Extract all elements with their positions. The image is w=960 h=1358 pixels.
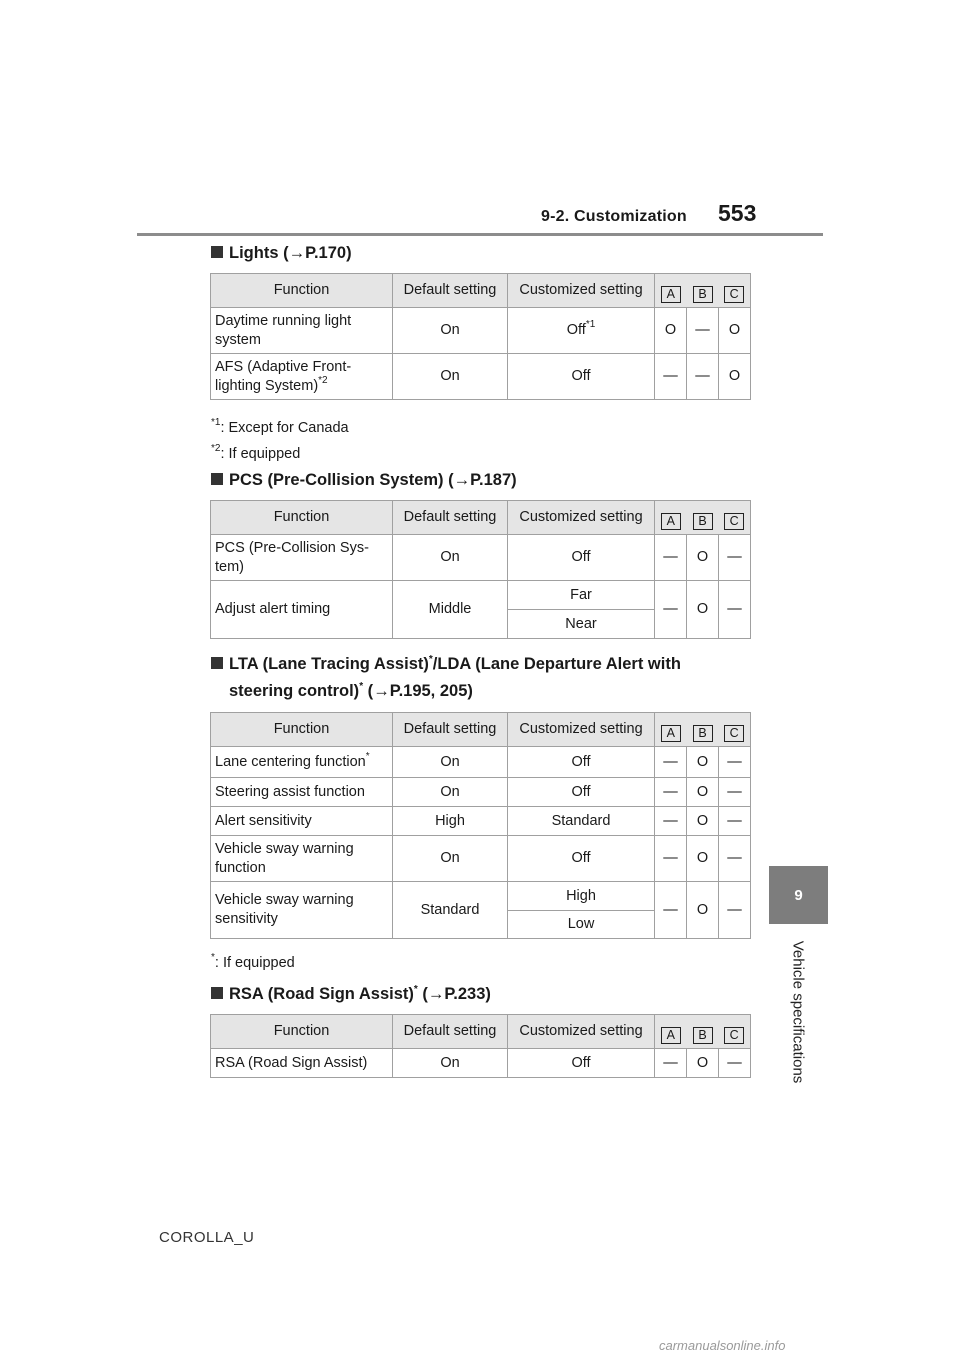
lights-title: Lights (→P.170) — [211, 240, 352, 267]
col-a-label: A — [661, 725, 681, 742]
lta-title: LTA (Lane Tracing Assist)*/LDA (Lane Departure Alert with steering control)* (→P.195, 205) — [211, 651, 681, 705]
arrow-icon: → — [427, 985, 445, 1003]
col-a-label: A — [661, 513, 681, 530]
pcs-table — [210, 500, 751, 639]
col-c-cell: — — [719, 807, 751, 836]
custom-cell: Off — [508, 535, 655, 581]
default-cell: Standard — [393, 882, 508, 939]
footnote: *: If equipped — [211, 952, 295, 971]
col-a-cell: O — [655, 308, 687, 354]
rsa-table — [210, 1014, 751, 1078]
bullet-square-icon — [211, 987, 223, 999]
custom-cell: Off$^{*1}$ — [508, 308, 655, 354]
table-row — [211, 836, 751, 882]
custom-cell: Near — [508, 610, 655, 639]
col-a-cell: — — [655, 581, 687, 639]
section-heading: 9-2. Customization — [541, 208, 687, 225]
default-cell: On — [393, 535, 508, 581]
col-a-label: A — [661, 286, 681, 303]
function-cell: Vehicle sway warning function — [211, 836, 393, 882]
col-c-label: C — [724, 725, 744, 742]
header-customized: Customized setting — [508, 713, 655, 747]
table-header-row — [211, 274, 751, 308]
col-b-cell: O — [687, 807, 719, 836]
header-function: Function — [211, 713, 393, 747]
table-header-row — [211, 501, 751, 535]
custom-cell: Off — [508, 1049, 655, 1078]
col-a-cell: — — [655, 882, 687, 939]
table-header-row — [211, 713, 751, 747]
col-b-cell: O — [687, 882, 719, 939]
col-c-label: C — [724, 1027, 744, 1044]
col-c-cell: — — [719, 836, 751, 882]
model-footer: COROLLA_U — [159, 1229, 255, 1246]
header-default: Default setting — [393, 501, 508, 535]
chapter-label: Vehicle specifications — [789, 940, 807, 1084]
table-row — [211, 807, 751, 836]
col-b-cell: O — [687, 836, 719, 882]
col-c-cell: — — [719, 535, 751, 581]
rsa-title: RSA (Road Sign Assist)* (→P.233) — [211, 981, 491, 1008]
col-a-cell: — — [655, 836, 687, 882]
header-customized: Customized setting — [508, 274, 655, 308]
bullet-square-icon — [211, 246, 223, 258]
default-cell: On — [393, 836, 508, 882]
col-c-cell: — — [719, 882, 751, 939]
col-a-cell: — — [655, 535, 687, 581]
col-b-label: B — [693, 286, 713, 303]
table-row — [211, 308, 751, 354]
header-abc — [655, 274, 751, 308]
col-b-cell: O — [687, 581, 719, 639]
col-b-cell: O — [687, 1049, 719, 1078]
header-abc — [655, 713, 751, 747]
default-cell: On — [393, 308, 508, 354]
watermark: carmanualsonline.info — [659, 1338, 786, 1353]
function-cell: PCS (Pre-Collision Sys-tem) — [211, 535, 393, 581]
table-row — [211, 882, 751, 911]
header-customized: Customized setting — [508, 1015, 655, 1049]
table-row — [211, 581, 751, 610]
custom-cell: Off — [508, 778, 655, 807]
header-default: Default setting — [393, 713, 508, 747]
col-b-label: B — [693, 725, 713, 742]
col-a-cell: — — [655, 807, 687, 836]
function-cell: Daytime running light system — [211, 308, 393, 354]
col-b-cell: O — [687, 535, 719, 581]
lta-table — [210, 712, 751, 939]
table-row — [211, 778, 751, 807]
header-default: Default setting — [393, 1015, 508, 1049]
custom-cell: Standard — [508, 807, 655, 836]
default-cell: On — [393, 354, 508, 400]
default-cell: On — [393, 778, 508, 807]
table-row — [211, 535, 751, 581]
col-c-cell: O — [719, 308, 751, 354]
table-row — [211, 354, 751, 400]
table-row — [211, 1049, 751, 1078]
custom-cell: Far — [508, 581, 655, 610]
footnote: $^{*1}$: Except for Canada — [211, 417, 349, 436]
col-a-cell: — — [655, 747, 687, 778]
col-c-cell: — — [719, 581, 751, 639]
chapter-tab — [769, 866, 828, 924]
header-function: Function — [211, 1015, 393, 1049]
arrow-icon: → — [373, 682, 390, 700]
default-cell: Middle — [393, 581, 508, 639]
page-number: 553 — [718, 200, 757, 226]
header-abc — [655, 1015, 751, 1049]
col-b-label: B — [693, 1027, 713, 1044]
function-cell: Vehicle sway warning sensitivity — [211, 882, 393, 939]
col-c-label: C — [724, 286, 744, 303]
function-cell: RSA (Road Sign Assist) — [211, 1049, 393, 1078]
col-c-cell: — — [719, 747, 751, 778]
default-cell: High — [393, 807, 508, 836]
header-default: Default setting — [393, 274, 508, 308]
col-c-cell: — — [719, 778, 751, 807]
custom-cell: Off — [508, 747, 655, 778]
custom-cell: Off — [508, 354, 655, 400]
col-c-cell: O — [719, 354, 751, 400]
col-a-cell: — — [655, 1049, 687, 1078]
header-abc — [655, 501, 751, 535]
chapter-number: 9 — [794, 886, 803, 904]
pcs-title: PCS (Pre-Collision System) (→P.187) — [211, 467, 517, 494]
bullet-square-icon — [211, 473, 223, 485]
table-header-row — [211, 1015, 751, 1049]
header-divider — [137, 233, 823, 236]
default-cell: On — [393, 1049, 508, 1078]
col-c-cell: — — [719, 1049, 751, 1078]
col-b-cell: — — [687, 354, 719, 400]
col-c-label: C — [724, 513, 744, 530]
header-function: Function — [211, 501, 393, 535]
bullet-square-icon — [211, 657, 223, 669]
custom-cell: High — [508, 882, 655, 911]
function-cell: Adjust alert timing — [211, 581, 393, 639]
col-a-label: A — [661, 1027, 681, 1044]
col-a-cell: — — [655, 354, 687, 400]
footnote: $^{*2}$: If equipped — [211, 443, 301, 462]
col-b-label: B — [693, 513, 713, 530]
custom-cell: Off — [508, 836, 655, 882]
header-function: Function — [211, 274, 393, 308]
col-b-cell: — — [687, 308, 719, 354]
col-b-cell: O — [687, 778, 719, 807]
col-a-cell: — — [655, 778, 687, 807]
function-cell: Lane centering function* — [211, 747, 393, 778]
lights-table — [210, 273, 751, 400]
default-cell: On — [393, 747, 508, 778]
arrow-icon: → — [288, 244, 306, 262]
function-cell: Steering assist function — [211, 778, 393, 807]
function-cell: Alert sensitivity — [211, 807, 393, 836]
table-row — [211, 747, 751, 778]
header-customized: Customized setting — [508, 501, 655, 535]
custom-cell: Low — [508, 911, 655, 939]
arrow-icon: → — [453, 471, 471, 489]
function-cell: AFS (Adaptive Front-lighting System)$^{*2}$ — [211, 354, 393, 400]
col-b-cell: O — [687, 747, 719, 778]
